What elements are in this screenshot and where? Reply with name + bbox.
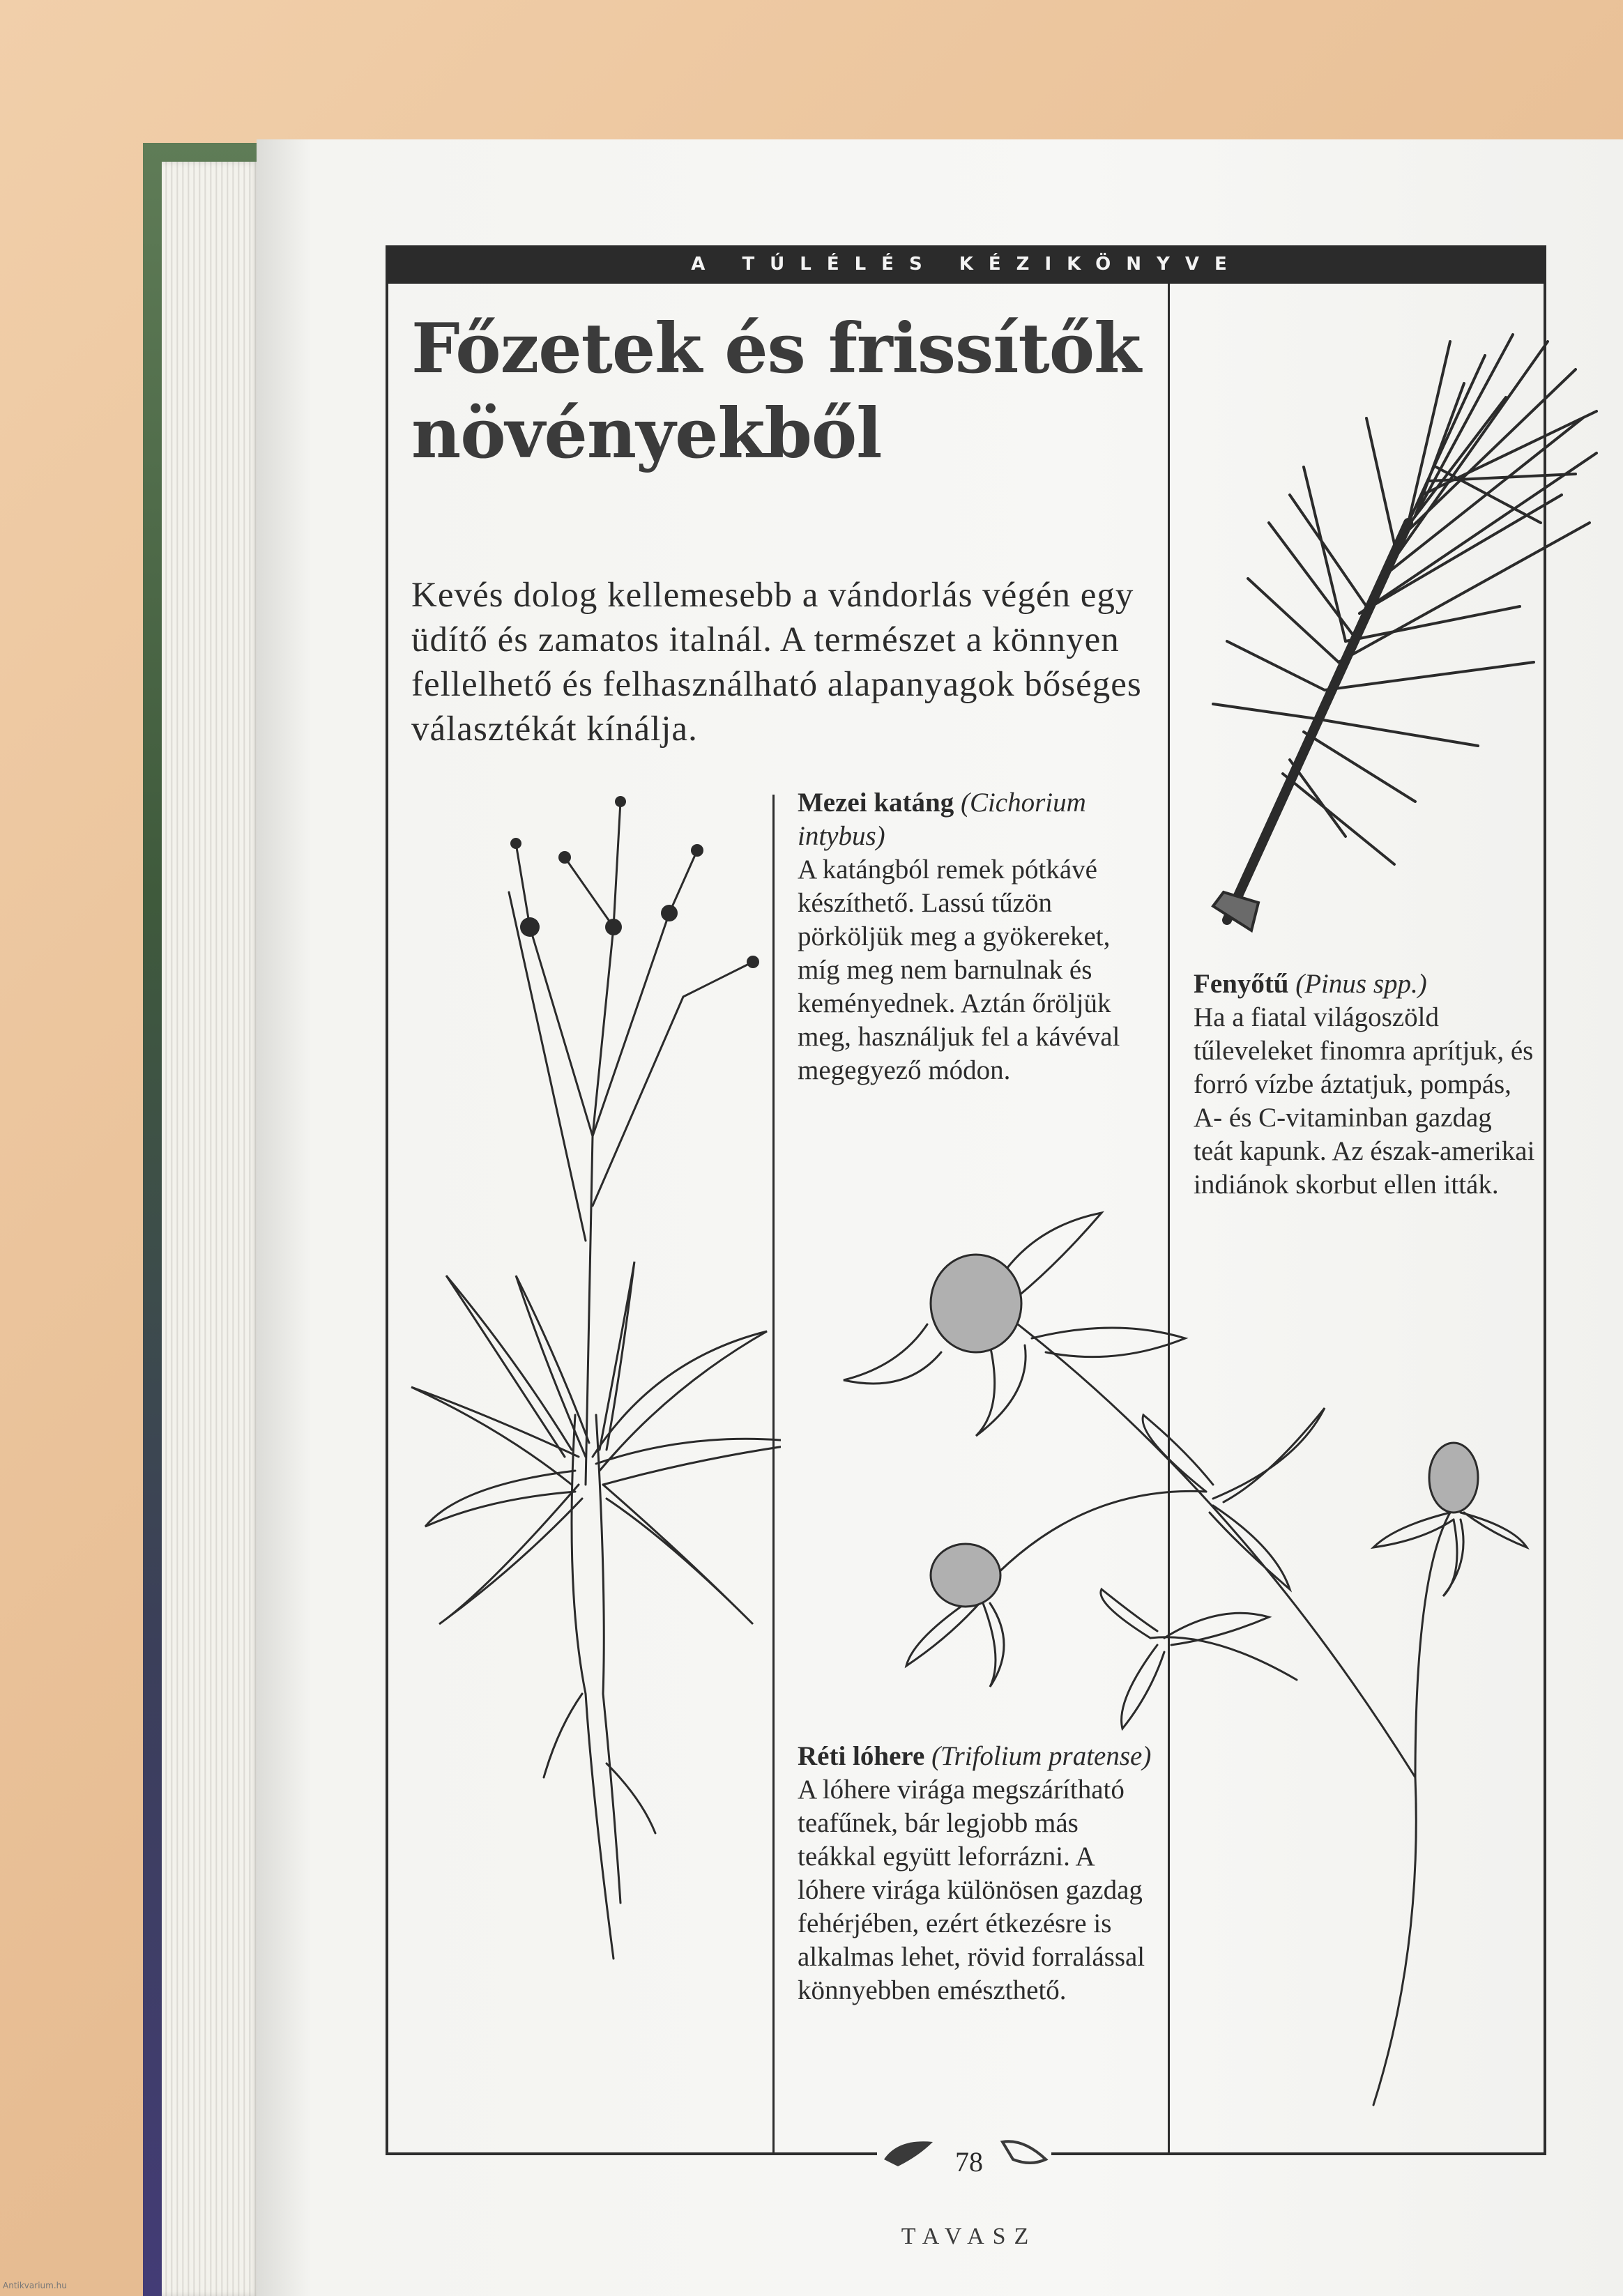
chicory-name: Mezei katáng [798, 788, 954, 818]
chicory-plant-illustration [404, 788, 781, 1973]
frame-left [386, 245, 388, 2155]
clover-plant-illustration [823, 1185, 1534, 2126]
chicory-scientific: (Cichorium intybus) [798, 788, 1086, 851]
frame-bottom-left [386, 2152, 877, 2155]
clover-scientific: (Trifolium pratense) [931, 1741, 1152, 1771]
pine-description [1194, 967, 1535, 1202]
page-title: Főzetek és frissítők növényekből [411, 309, 1141, 474]
clover-text: A lóhere virága megszárítható teafűnek, bár legjobb más teákkal együtt leforrázni. A lóhere virága különösen gazdag fehérjében, ezért étkezésre is alkalmas lehet, rövid forralással könnyebben emészthető. [798, 1775, 1145, 2005]
chicory-text: A katángból remek pótkávé készíthető. Lassú tűzön pörköljük meg a gyökereket, míg meg nem barnulnak és keményednek. Aztán őröljük meg, használjuk fel a kávéval megegyező módon. [798, 855, 1120, 1085]
pine-name: Fenyőtű [1194, 969, 1289, 999]
pine-text: Ha a fiatal világoszöld tűleveleket finomra aprítjuk, és forró vízbe áztatjuk, pompás, A- és C-vitaminban gazdag teát kapunk. Az észak-amerikai indiánok skorbut ellen itták. [1194, 1002, 1535, 1200]
watermark: Antikvarium.hu [3, 2281, 67, 2290]
section-title: TAVASZ [901, 2224, 1037, 2249]
chicory-description [798, 786, 1153, 1087]
page-number: 78 [955, 2146, 983, 2178]
pine-scientific: (Pinus spp.) [1295, 969, 1427, 999]
page-number-left-ornament [877, 2132, 941, 2173]
page-number-right-ornament [996, 2132, 1053, 2173]
frame-bottom-right [1051, 2152, 1546, 2155]
pine-branch-illustration [1185, 314, 1603, 941]
intro-paragraph: Kevés dolog kellemesebb a vándorlás végén egy üdítő és zamatos italnál. A természet a könnyen fellelhető és felhasználható alapanyagok bőséges választékát kínálja. [411, 576, 1142, 749]
header-title: A TÚLÉLÉS KÉZIKÖNYVE [691, 254, 1242, 275]
page-edges [162, 162, 259, 2296]
clover-name: Réti lóhere [798, 1741, 925, 1771]
